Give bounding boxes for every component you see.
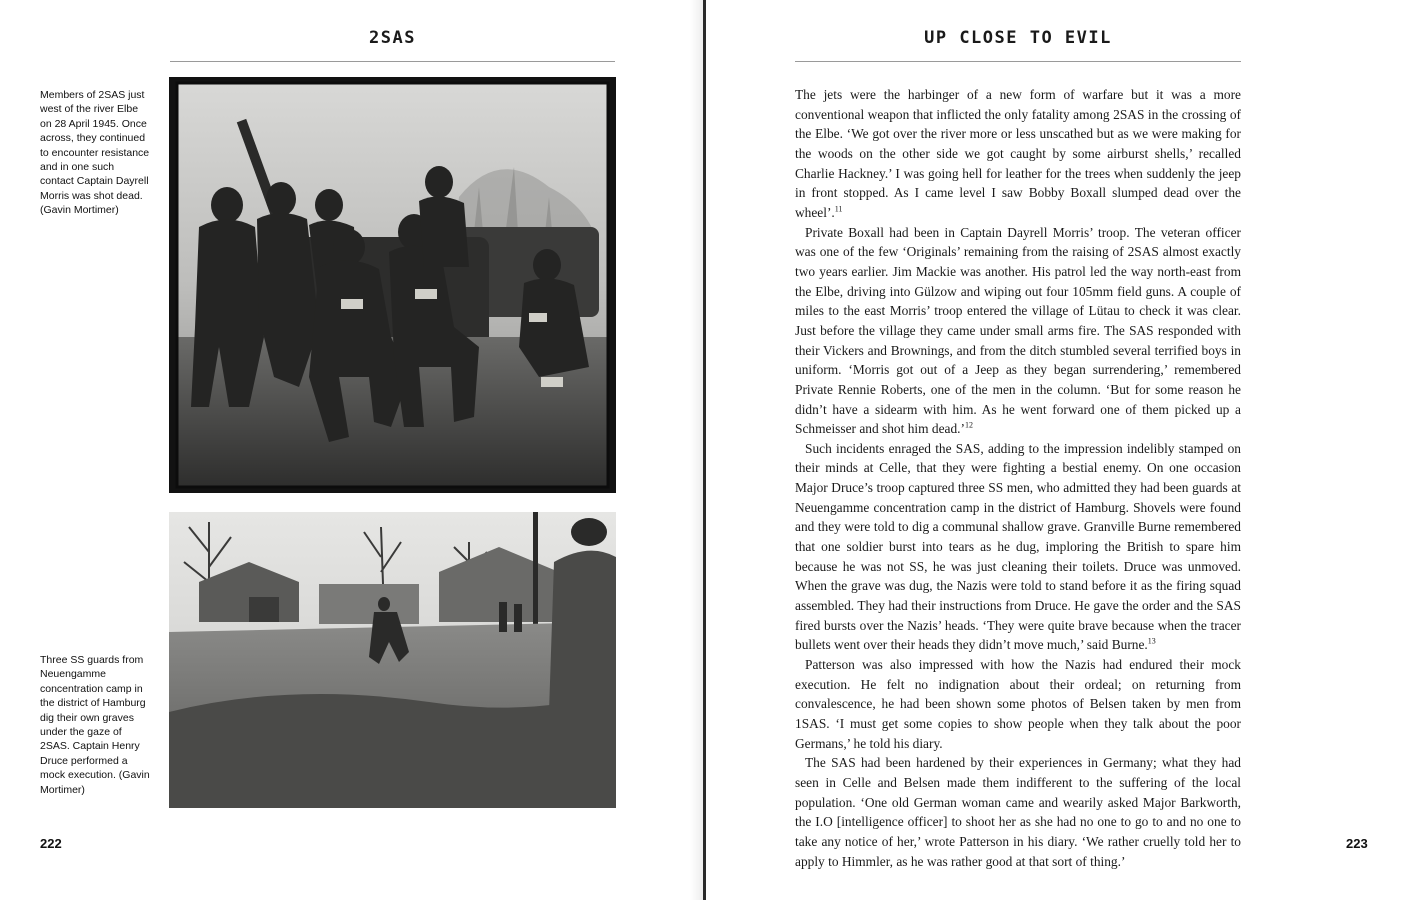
paragraph (795, 753, 1241, 871)
body-text (795, 85, 1241, 871)
photo-ss-guards-graves-illustration (169, 512, 616, 808)
left-running-head: 2SAS (369, 28, 416, 48)
left-head-rule (170, 61, 615, 62)
photo-soldiers-jeep (169, 77, 616, 493)
paragraph-text: Such incidents enraged the SAS, adding to the impression indelibly stamped on their minds at Celle, that they were fighting a bestial enemy. On one occasion Major Druce’s troop captured three SS men, who admitted they had been guards at Neuengamme concentration camp in the district of Hamburg. Shovels were found and they were told to dig a communal shallow grave. Granville Burne remembered that one soldier burst into tears as he dug, imploring the British to spare him because he was not SS, he was just cleaning their toilets. Druce was unmoved. When the grave was dug, the Nazis were told to stand before it as the firing squad assembled. They had their instructions from Druce. He gave the order and the SAS fired bursts over the Nazis’ heads. ‘They were quite brave because when the tracer bullets went over their heads they didn’t move much,’ said Burne. (795, 440, 1241, 653)
photo-ss-guards-graves (169, 512, 616, 808)
paragraph-text: Private Boxall had been in Captain Dayrell Morris’ troop. The veteran officer was one of the few ‘Originals’ remaining from the raising of 2SAS almost exactly two years earlier. Jim Mackie was another. His patrol led the way north-east from the Elbe, driving into Gülzow and wiping out four 105mm field guns. A couple of miles to the east Morris’ troop entered the village of Lütau to check it was clear. Just before the village they came under small arms fire. The SAS responded with their Vickers and Brownings, and from the ditch stumbled several terrified boys in uniform. ‘Morris got out of a Jeep as they began surrendering,’ remembered Private Rennie Roberts, one of the men in the column. ‘But for some reason he didn’t have a sidearm with him. As he went forward one of them picked up a Schmeisser and shot him dead.’ (795, 224, 1241, 437)
left-page (0, 0, 704, 900)
footnote-marker: 11 (834, 204, 843, 214)
paragraph (795, 439, 1241, 655)
gutter-shadow (690, 0, 703, 900)
left-page-number: 222 (40, 836, 62, 851)
paragraph-text: The SAS had been hardened by their experiences in Germany; what they had seen in Celle and Belsen made them indifferent to the suffering of the local population. ‘One old German woman came and wearily asked Major Barkworth, the I.O [intelligence officer] to shoot her as she had no one to go to and no one to take any notice of her,’ wrote Patterson in his diary. ‘We rather cruelly told her to apply to Himmler, as he was rather good at that sort of thing.’ (795, 755, 1241, 869)
right-page-number: 223 (1346, 836, 1368, 851)
photo-soldiers-jeep-illustration (169, 77, 616, 493)
caption-photo-2: Three SS guards from Neuengamme concentration camp in the district of Hamburg dig their own graves under the gaze of 2SAS. Captain Henry Druce performed a mock execution. (Gavin Mortimer) (40, 654, 150, 796)
footnote-marker: 13 (1147, 636, 1156, 646)
caption-photo-1: Members of 2SAS just west of the river Elbe on 28 April 1945. Once across, they continued to encounter resistance and in one such contact Captain Dayrell Morris was shot dead. (Gavin Mortimer) (40, 89, 150, 217)
paragraph (795, 655, 1241, 753)
paragraph-text: Patterson was also impressed with how the Nazis had endured their mock execution. He felt no indignation about their ordeal; on returning from convalescence, he had been shown some photos of Belsen taken by men from 1SAS. ‘I must get some copies to show people when they talk about the poor Germans,’ he told his diary. (795, 657, 1241, 751)
footnote-marker: 12 (964, 420, 973, 430)
paragraph (795, 85, 1241, 223)
right-head-rule (795, 61, 1241, 62)
right-page (706, 0, 1414, 900)
paragraph (795, 223, 1241, 439)
paragraph-text: The jets were the harbinger of a new form of warfare but it was a more conventional weapon that inflicted the only fatality among 2SAS in the crossing of the Elbe. ‘We got over the river more or less unscathed but as we were making for the woods on the other side we got caught by some airburst shells,’ recalled Charlie Hackney.’ I was going hell for leather for the trees when suddenly the jeep in front stopped. As I came level I saw Bobby Boxall slumped dead over the wheel’. (795, 87, 1241, 220)
right-running-head: UP CLOSE TO EVIL (924, 28, 1112, 48)
